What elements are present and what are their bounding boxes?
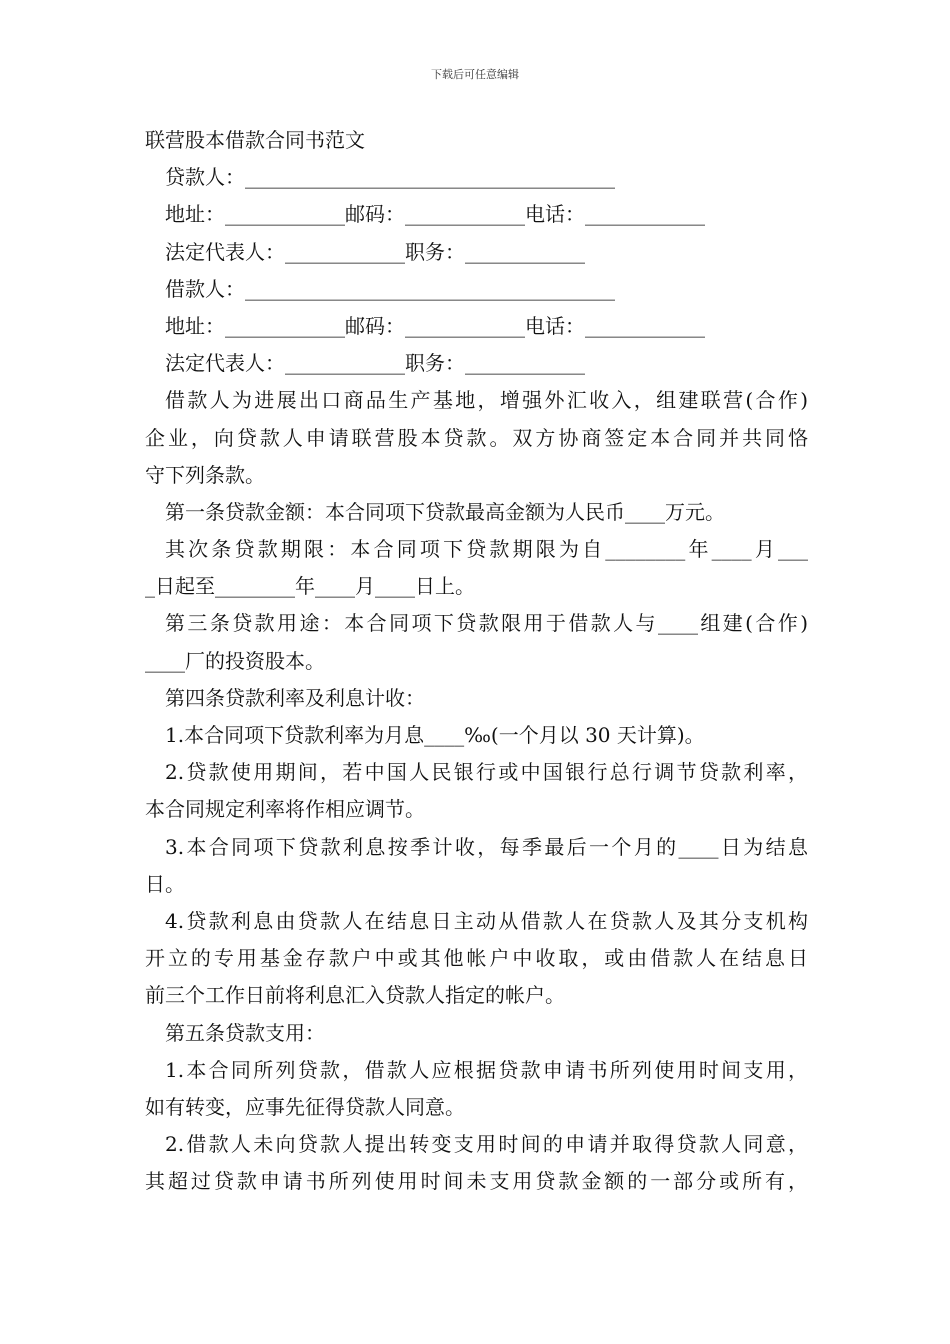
document-line: 如有转变，应事先征得贷款人同意。 bbox=[145, 1094, 465, 1119]
document-line: 借款人：_____________________________________ bbox=[165, 276, 615, 301]
page-header: 下载后可任意编辑 bbox=[431, 68, 519, 81]
document-line: 地址：____________邮码：____________电话：____________ bbox=[165, 202, 705, 227]
document-line: 开立的专用基金存款户中或其他帐户中收取，或由借款人在结息日 bbox=[145, 946, 808, 971]
document-line: 2.借款人未向贷款人提出转变支用时间的申请并取得贷款人同意， bbox=[165, 1132, 808, 1157]
document-line: 第五条贷款支用： bbox=[165, 1020, 325, 1045]
document-line: 其次条贷款期限：本合同项下贷款期限为自________年____月___ bbox=[165, 537, 808, 562]
document-title: 联营股本借款合同书范文 bbox=[145, 128, 365, 152]
document-line: 4.贷款利息由贷款人在结息日主动从借款人在贷款人及其分支机构 bbox=[165, 908, 808, 933]
document-line: 法定代表人：____________职务：____________ bbox=[165, 239, 585, 264]
document-line: 2.贷款使用期间，若中国人民银行或中国银行总行调节贷款利率， bbox=[165, 760, 808, 785]
document-line: 贷款人：_____________________________________ bbox=[165, 165, 615, 190]
document-line: 第四条贷款利率及利息计收： bbox=[165, 685, 425, 710]
document-body bbox=[145, 122, 808, 1200]
document-line: 守下列条款。 bbox=[145, 462, 265, 487]
document-line: 3.本合同项下贷款利息按季计收，每季最后一个月的____日为结息 bbox=[165, 834, 808, 859]
document-line: _日起至________年____月____日上。 bbox=[145, 574, 475, 599]
document-line: 1.本合同所列贷款，借款人应根据贷款申请书所列使用时间支用， bbox=[165, 1057, 808, 1082]
document-line: 本合同规定利率将作相应调节。 bbox=[145, 797, 425, 822]
document-line: 企业，向贷款人申请联营股本贷款。双方协商签定本合同并共同恪 bbox=[145, 425, 808, 450]
document-line: 其超过贷款申请书所列使用时间未支用贷款金额的一部分或所有， bbox=[145, 1169, 808, 1194]
document-line: 借款人为进展出口商品生产基地，增强外汇收入，组建联营(合作) bbox=[165, 388, 808, 413]
document-line: 第一条贷款金额：本合同项下贷款最高金额为人民币____万元。 bbox=[165, 499, 725, 524]
document-line: 地址：____________邮码：____________电话：____________ bbox=[165, 313, 705, 338]
document-line: 法定代表人：____________职务：____________ bbox=[165, 351, 585, 376]
document-line: ____厂的投资股本。 bbox=[145, 648, 325, 673]
document-line: 第三条贷款用途：本合同项下贷款限用于借款人与____组建(合作) bbox=[165, 611, 808, 636]
document-line: 前三个工作日前将利息汇入贷款人指定的帐户。 bbox=[145, 983, 565, 1008]
document-line: 1.本合同项下贷款利率为月息____‰(一个月以 30 天计算)。 bbox=[165, 723, 705, 747]
document-line: 日。 bbox=[145, 871, 185, 896]
